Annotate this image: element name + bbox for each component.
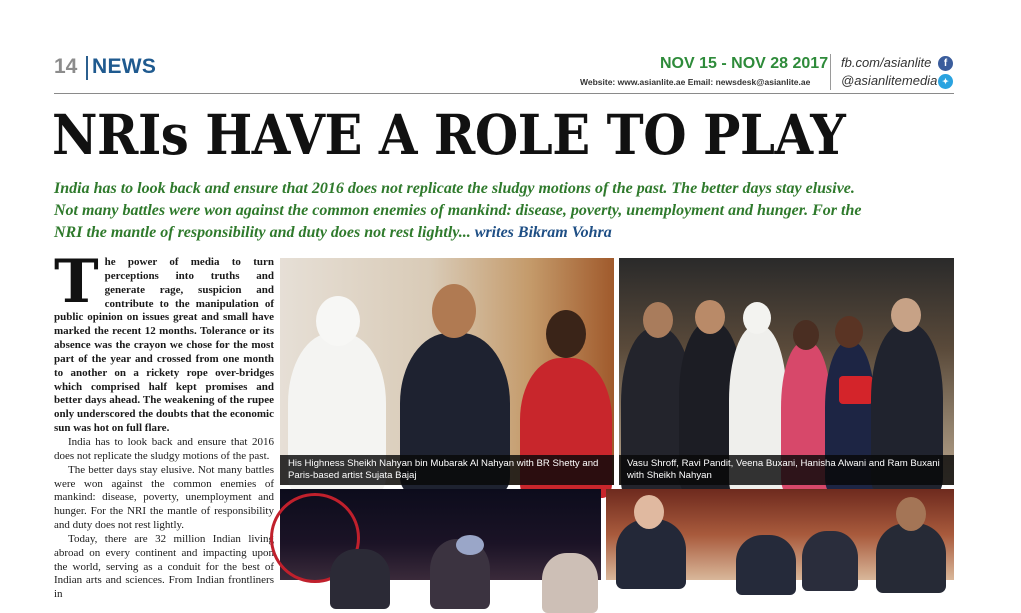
figure-head	[634, 495, 664, 529]
lead-paragraph	[54, 247, 274, 436]
photo-sheikh-nahyan-shetty-bajaj	[280, 258, 614, 485]
figure-head	[743, 302, 771, 334]
twitter-link[interactable]: @asianlitemedia	[841, 73, 938, 88]
byline: writes Bikram Vohra	[474, 224, 612, 241]
figure-head	[835, 316, 863, 348]
figure-dark-suit	[802, 531, 858, 591]
figure-group	[330, 549, 390, 609]
standfirst-line-text: NRI the mantle of responsibility and duty does not rest lightly...	[54, 224, 471, 241]
photo-dinner-event	[606, 489, 954, 580]
figure-head	[891, 298, 921, 332]
lead-text: he power of media to turn perceptions into truths and generate rage, suspicion and contribute to the manipulation of public opinion on issues great and small have marked the recent 12 months. Tolerance or its absence was the crayon we chose for the most part of the year and crossed from one month to another on a rickety rope over-bridges which comprised half kept promises and better days ahead. The weakening of the rupee only underscored the doubts that the economic sun was hot on full flare.	[54, 256, 274, 435]
body-paragraph: The better days stay elusive. Not many battles were won against the common enemies of mankind: disease, poverty, unemployment and hunger. For the NRI the mantle of responsibility and duty does not rest lightly.	[54, 463, 274, 532]
turban	[456, 535, 484, 555]
red-handbag	[839, 376, 873, 404]
facebook-link[interactable]: fb.com/asianlite	[841, 55, 932, 70]
caption-bar	[280, 455, 614, 485]
section-divider	[86, 56, 88, 80]
figure-head	[896, 497, 926, 531]
header-divider	[830, 54, 831, 90]
standfirst	[54, 178, 954, 244]
body-paragraph: India has to look back and ensure that 2016 does not replicate the sludgy motions of the past.	[54, 435, 274, 462]
body-paragraph: Today, there are 32 million Indian living abroad on every continent and impacting upon the world, serving as a conduit for the best of Indian arts and sciences. From Indian frontliners in	[54, 532, 274, 601]
figure-head	[695, 300, 725, 334]
figure-head	[546, 310, 586, 358]
twitter-icon[interactable]: ✦	[938, 74, 953, 89]
figure-dark-suit	[736, 535, 796, 595]
website-email-line: Website: www.asianlite.ae Email: newsdesk@asianlite.ae	[580, 77, 811, 87]
page-number: 14	[54, 55, 78, 78]
photo-night-event	[280, 489, 601, 580]
photo-caption: Vasu Shroff, Ravi Pandit, Veena Buxani, Hanisha Alwani and Ram Buxani with Sheikh Nahyan	[627, 458, 940, 481]
figure-head	[316, 296, 360, 346]
standfirst-line: India has to look back and ensure that 2016 does not replicate the sludgy motions of the past. The better days stay elusive.	[54, 180, 855, 197]
masthead-header	[54, 52, 954, 92]
photo-group-with-sheikh-nahyan	[619, 258, 954, 485]
facebook-icon[interactable]: f	[938, 56, 953, 71]
figure-dark-suit	[876, 523, 946, 593]
drop-cap: T	[54, 247, 99, 317]
header-rule	[54, 93, 954, 94]
photo-caption: His Highness Sheikh Nahyan bin Mubarak Al Nahyan with BR Shetty and Paris-based artist Sujata Bajaj	[288, 458, 599, 481]
figure-head	[643, 302, 673, 338]
figure-head	[432, 284, 476, 338]
figure-group	[542, 553, 598, 613]
standfirst-line-last	[54, 222, 954, 244]
article-body	[54, 247, 274, 602]
headline: NRIs HAVE A ROLE TO PLAY	[52, 102, 846, 167]
figure-head	[793, 320, 819, 350]
issue-date: NOV 15 - NOV 28 2017	[660, 55, 829, 72]
figure-dark-suit	[616, 519, 686, 589]
standfirst-line: Not many battles were won against the common enemies of mankind: disease, poverty, unemployment and hunger. For the	[54, 202, 862, 219]
caption-bar	[619, 455, 954, 485]
section-name: NEWS	[92, 55, 157, 78]
